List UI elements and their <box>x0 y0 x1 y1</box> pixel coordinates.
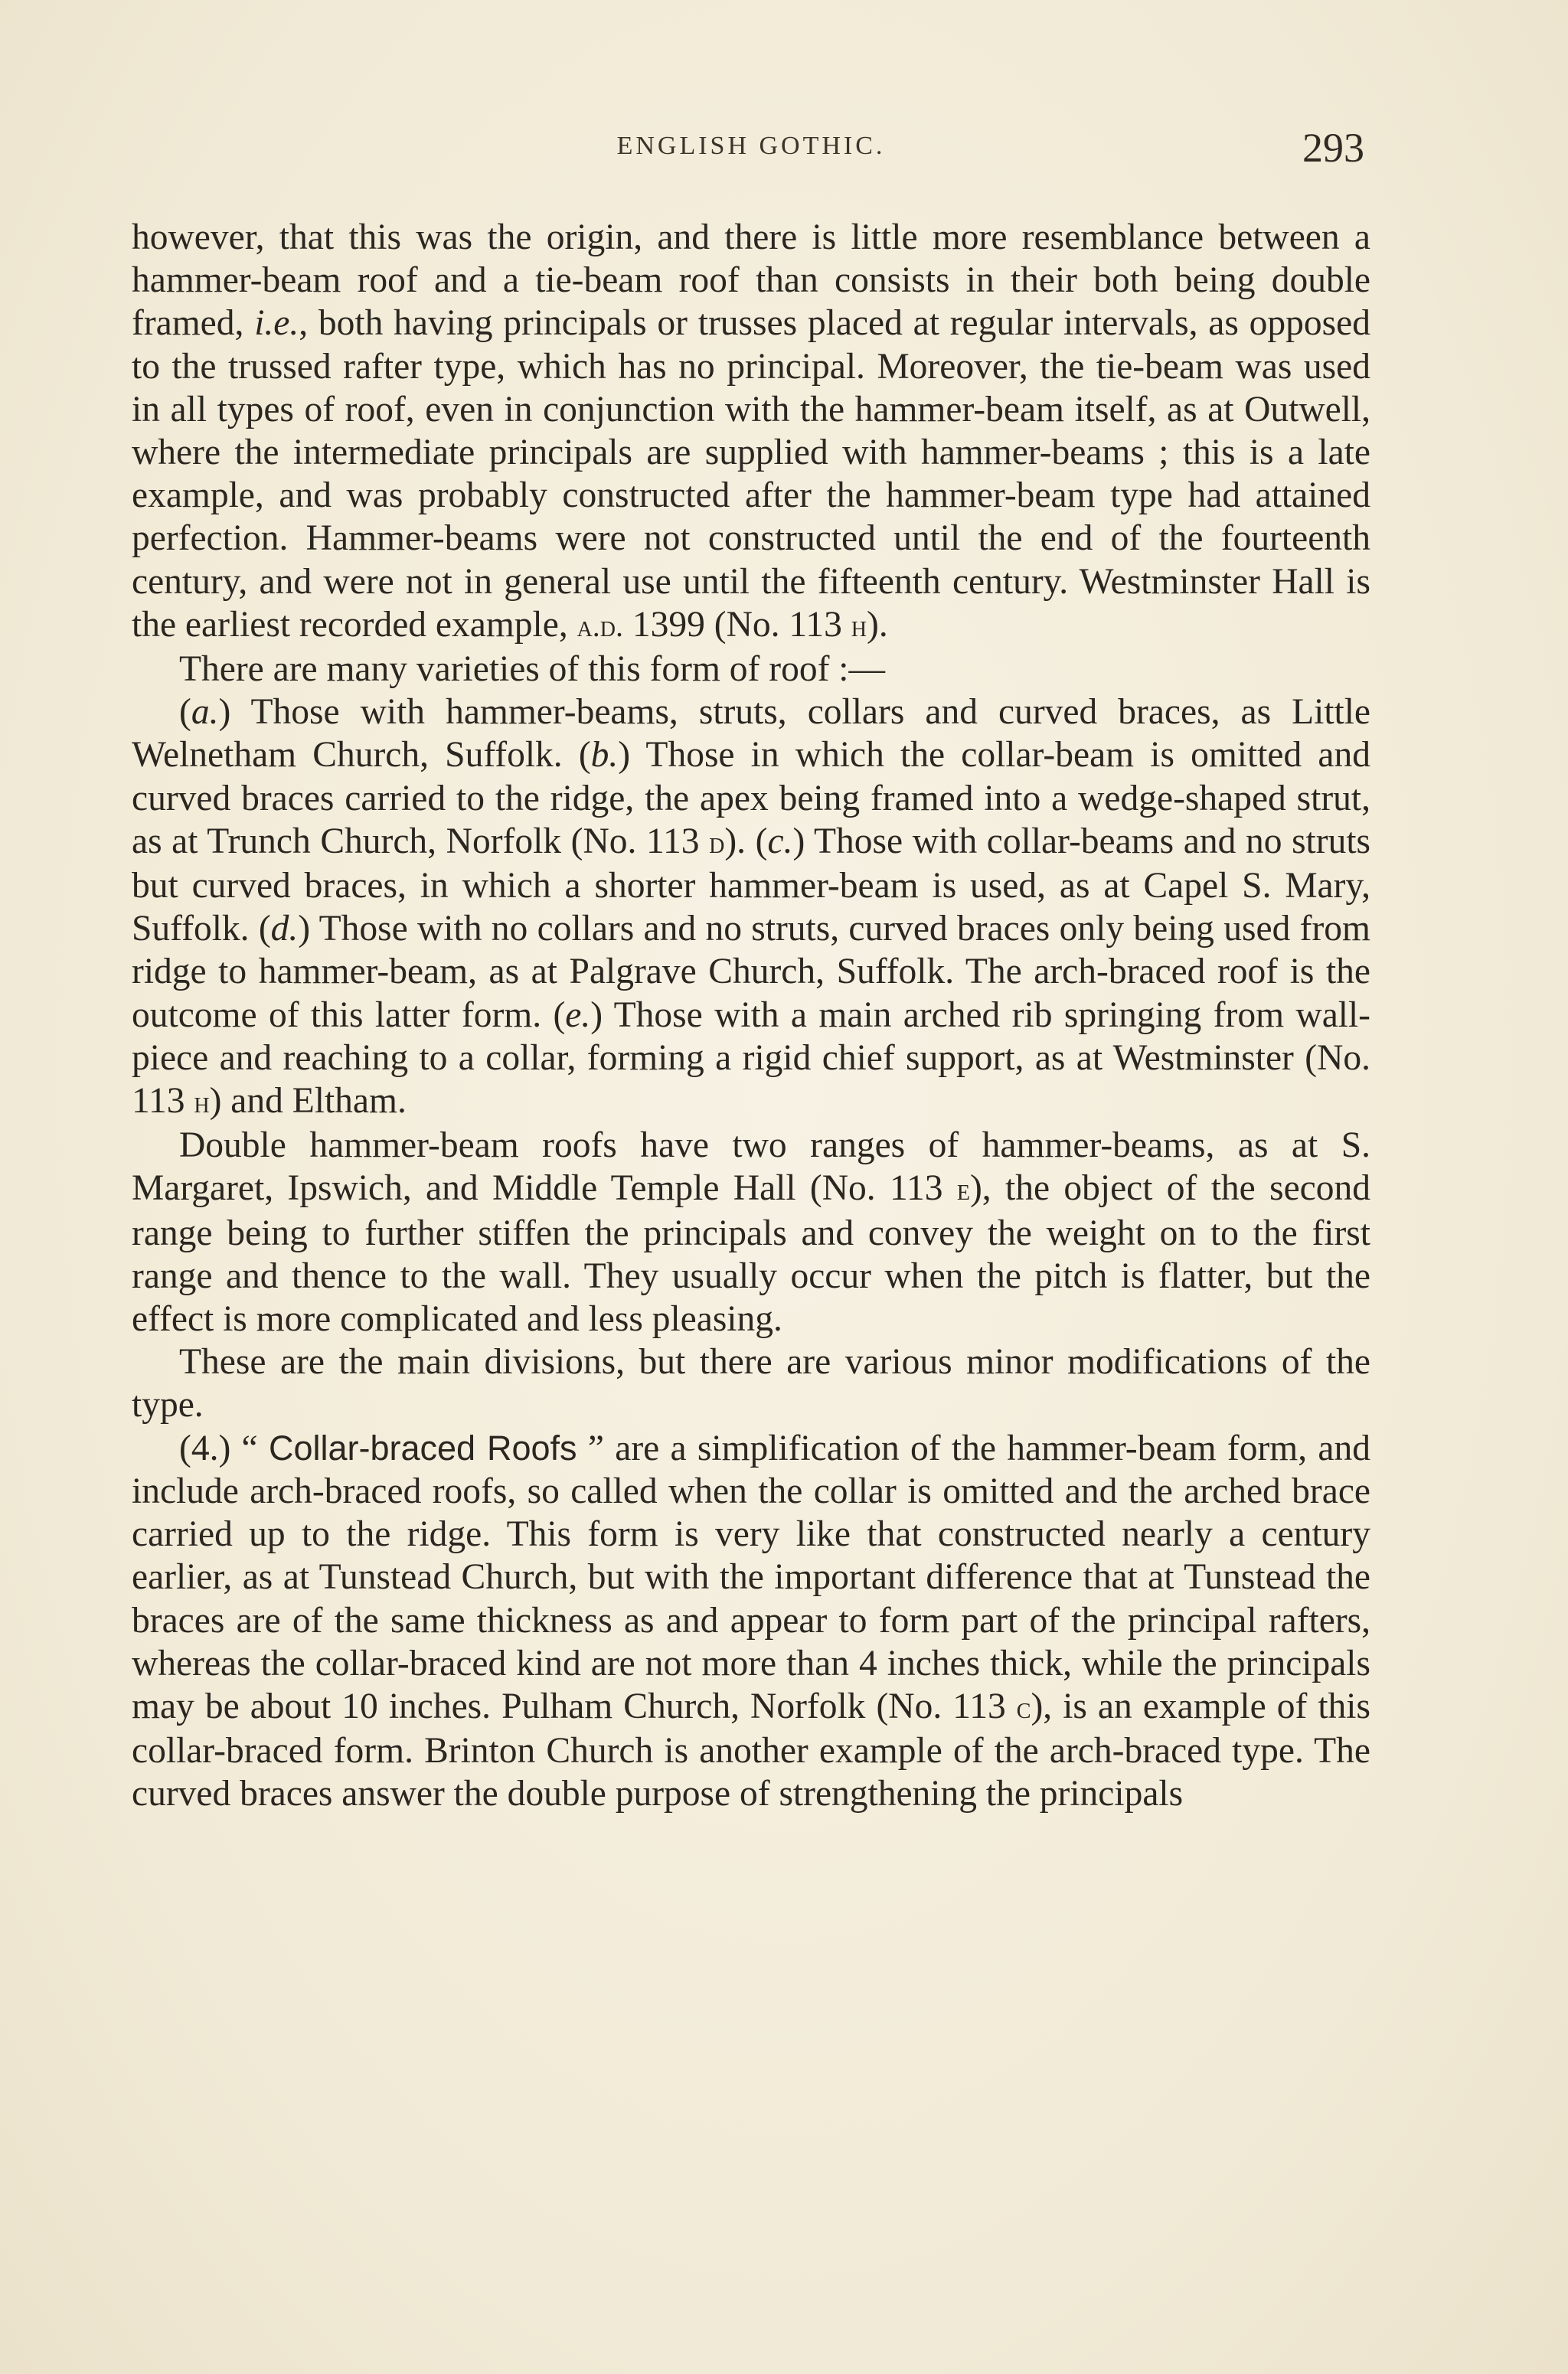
page-number: 293 <box>1302 125 1364 171</box>
text-run: ) Those with collar-beams and no struts but curved braces, in which a shorter hammer-beam is used, as at Capel S. Mary, Suffolk. ( <box>132 821 1371 949</box>
text-run: ) Those with no collars and no struts, curved braces only being used from ridge to hammer-beam, as at Palgrave Church, Suffolk. The arch-braced roof is the outcome of this latter form. ( <box>132 909 1370 1035</box>
text-run: , both having principals or trusses placed at regular intervals, as opposed to the trussed rafter type, which has no principal. Moreover, the tie-beam was used in all types of roof, even in conjunction with the hammer-beam itself, as at Outwell, where the intermediate principals are supplied with hammer-beams ; this is a late example, and was probably constructed after the hammer-beam type had attained perfection. Hammer-beams were not constructed until the end of the fourteenth century, and were not in general use until the fifteenth century. Westminster Hall is the earliest recorded example, <box>132 303 1370 645</box>
text-run: ), is an example of this collar-braced form. Brinton Church is another example of the arch-braced type. The curved braces answer the double purpose of strengthening the principals <box>132 1686 1370 1814</box>
text-run: ) Those with hammer-beams, struts, collars and curved braces, as Little Welnetham Church, Suffolk. ( <box>132 692 1370 776</box>
text-run: 1399 (No. 113 <box>623 604 851 645</box>
text-run: ), the object of the second range being to further stiffen the principals and convey the weight on to the first range and thence to the wall. They usually occur when the pitch is flatter, but the effect is more complicated and less pleasing. <box>132 1168 1370 1340</box>
small-caps-figure-letter: h <box>851 608 867 643</box>
list-label-e: e. <box>565 994 591 1035</box>
text-run: ” are a simplification of the hammer-beam form, and include arch-braced roofs, so called when the collar is omitted and the arched brace carried up to the ridge. This form is very like that constructed nearly a century earlier, as at Tunstead Church, but with the important difference that at Tunstead the braces are of the same thickness as and appear to form part of the principal rafters, whereas the collar-braced kind are not more than 4 inches thick, while the principals may be about 10 inches. Pulham Church, Norfolk (No. 113 <box>132 1428 1370 1726</box>
small-caps-figure-letter: e <box>956 1172 970 1207</box>
list-label-d: d. <box>270 909 299 949</box>
list-label-b: b. <box>590 735 619 776</box>
paragraph-4 <box>132 1124 1370 1340</box>
paragraph-6 <box>132 1427 1370 1816</box>
paragraph-1 <box>132 216 1370 648</box>
text-run: ) and Eltham. <box>209 1081 407 1122</box>
page-header <box>132 125 1370 178</box>
text-run: however, that this was the origin, and there is little more resemblance between a hammer-beam roof and a tie-beam roof than consists in their both being double framed, <box>132 217 1370 344</box>
text-run: Double hammer-beam roofs have two ranges of hammer-beams, as at S. Margaret, Ipswich, and Middle Temple Hall (No. 113 <box>132 1125 1370 1209</box>
paragraph-3: (a.) Those with hammer-beams, struts, collars and curved braces, as Little Welnetham Church, Suffolk. (b.) Those in which the collar-beam is omitted and curved braces carried to the ridge, the apex being framed into a wedge-shaped strut, as at Trunch Church, Norfolk (No. 113 d). (c.) Those with collar-beams and no struts but curved braces, in which a shorter hammer-beam is used, as at Capel S. Mary, Suffolk. (d.) Those with no collars and no struts, curved braces only being used from ridge to hammer-beam, as at Palgrave Church, Suffolk. The arch-braced roof is the outcome of this latter form. (e.) Those with a main arched rib springing from wall-piece and reaching to a collar, forming a rigid chief support, as at Westminster (No. 113 h) and Eltham. <box>132 692 1371 1122</box>
paragraph-2: There are many varieties of this form of roof :— <box>179 649 885 690</box>
text-run: ). ( <box>724 821 768 861</box>
running-head: ENGLISH GOTHIC. <box>616 132 886 160</box>
list-label-c: c. <box>767 821 793 861</box>
paragraph-5: These are the main divisions, but there are various minor modifications of the type. <box>132 1342 1370 1425</box>
small-caps-figure-letter: c <box>1016 1690 1031 1725</box>
small-caps-figure-letter: d <box>709 825 725 860</box>
text-run: ). <box>867 604 888 645</box>
body-text <box>132 216 1370 1816</box>
text-run: ) Those in which the collar-beam is omitted and curved braces carried to the ridge, the apex being framed into a wedge-shaped strut, as at Trunch Church, Norfolk (No. 113 <box>132 735 1370 861</box>
small-caps-ad: a.d. <box>577 608 624 643</box>
section-number: (4.) “ <box>179 1428 269 1468</box>
text-run: ) Those with a main arched rib springing from wall-piece and reaching to a collar, forming a rigid chief support, as at Westminster (No. 113 <box>132 994 1370 1122</box>
italic-ie: i.e. <box>254 303 299 344</box>
section-term: Collar-braced Roofs <box>268 1428 577 1468</box>
small-caps-figure-letter: h <box>194 1085 210 1120</box>
list-label-a: a. <box>191 692 219 733</box>
